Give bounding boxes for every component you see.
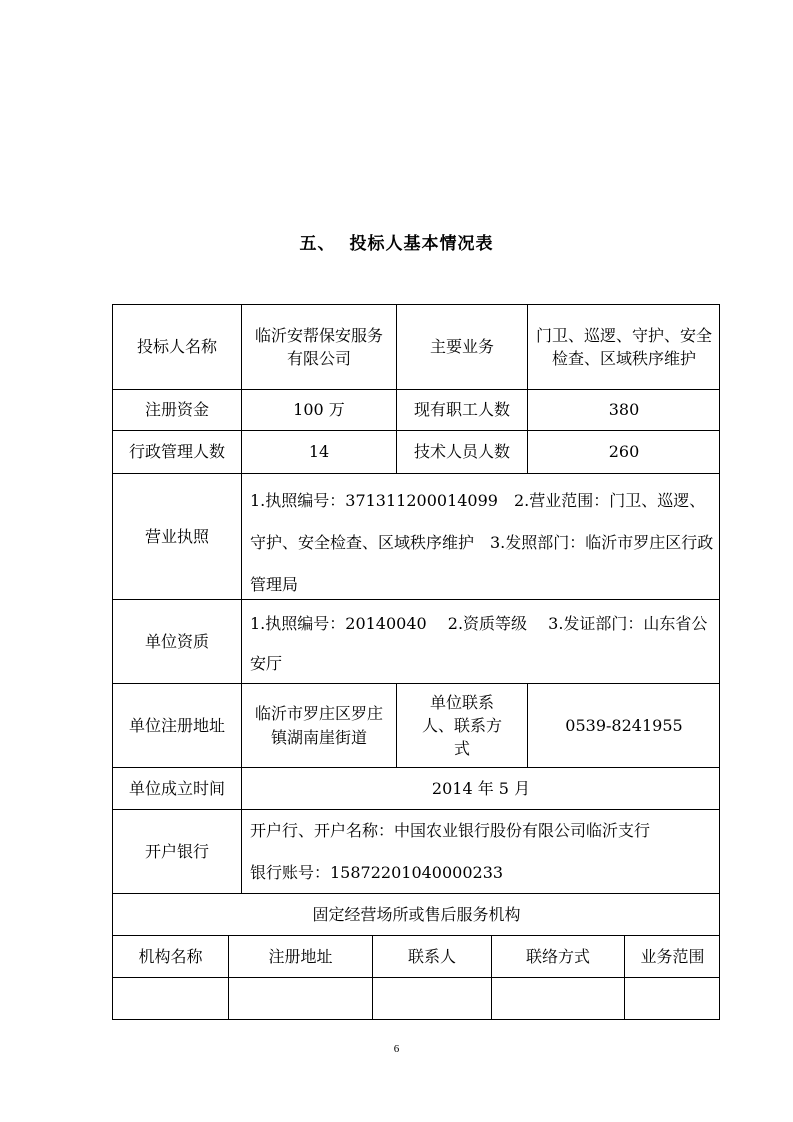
- column-header-phone: 联络方式: [491, 935, 624, 977]
- column-header-org-name: 机构名称: [112, 935, 228, 977]
- page-number: 6: [393, 1043, 400, 1055]
- registered-capital-label: 注册资金: [112, 389, 241, 430]
- technical-staff-label: 技术人员人数: [396, 430, 527, 473]
- bidder-name-value: 临沂安帮保安服务有限公司: [241, 304, 396, 389]
- main-business-label: 主要业务: [396, 304, 527, 389]
- current-staff-value: 380: [527, 389, 720, 430]
- registered-capital-value: 100 万: [241, 389, 396, 430]
- column-header-address: 注册地址: [228, 935, 372, 977]
- section-title-text: 投标人基本情况表: [349, 234, 494, 254]
- admin-staff-value: 14: [241, 430, 396, 473]
- column-header-contact: 联系人: [372, 935, 491, 977]
- qualification-label: 单位资质: [112, 599, 241, 683]
- empty-cell-scope: [624, 977, 720, 1020]
- empty-cell-phone: [491, 977, 624, 1020]
- bank-account-name: 开户行、开户名称：中国农业银行股份有限公司临沂支行: [250, 821, 651, 840]
- column-header-scope: 业务范围: [624, 935, 720, 977]
- admin-staff-label: 行政管理人数: [112, 430, 241, 473]
- main-business-value: 门卫、巡逻、守护、安全检查、区域秩序维护: [527, 304, 720, 389]
- address-label: 单位注册地址: [112, 683, 241, 767]
- section-number: 五、: [299, 234, 336, 254]
- contact-value: 0539-8241955: [527, 683, 720, 767]
- current-staff-label: 现有职工人数: [396, 389, 527, 430]
- empty-cell-contact: [372, 977, 491, 1020]
- qualification-value: 1.执照编号：20140040 2.资质等级 3.发证部门：山东省公安厅: [241, 599, 720, 683]
- bidder-name-label: 投标人名称: [112, 304, 241, 389]
- service-org-heading: 固定经营场所或售后服务机构: [112, 893, 720, 935]
- bank-value: [241, 809, 720, 893]
- address-value: 临沂市罗庄区罗庄镇湖南崖街道: [241, 683, 396, 767]
- empty-cell-org-name: [112, 977, 228, 1020]
- bidder-info-table: [112, 304, 720, 1020]
- bank-label: 开户银行: [112, 809, 241, 893]
- established-label: 单位成立时间: [112, 767, 241, 809]
- bank-account-number: 银行账号：15872201040000233: [250, 863, 504, 882]
- contact-label: 单位联系人、联系方式: [396, 683, 527, 767]
- established-value: 2014 年 5 月: [241, 767, 720, 809]
- business-license-value: 1.执照编号：371311200014099 2.营业范围：门卫、巡逻、守护、安全检查、区域秩序维护 3.发照部门：临沂市罗庄区行政管理局: [241, 473, 720, 599]
- business-license-label: 营业执照: [112, 473, 241, 599]
- technical-staff-value: 260: [527, 430, 720, 473]
- empty-cell-address: [228, 977, 372, 1020]
- section-title: [0, 229, 793, 254]
